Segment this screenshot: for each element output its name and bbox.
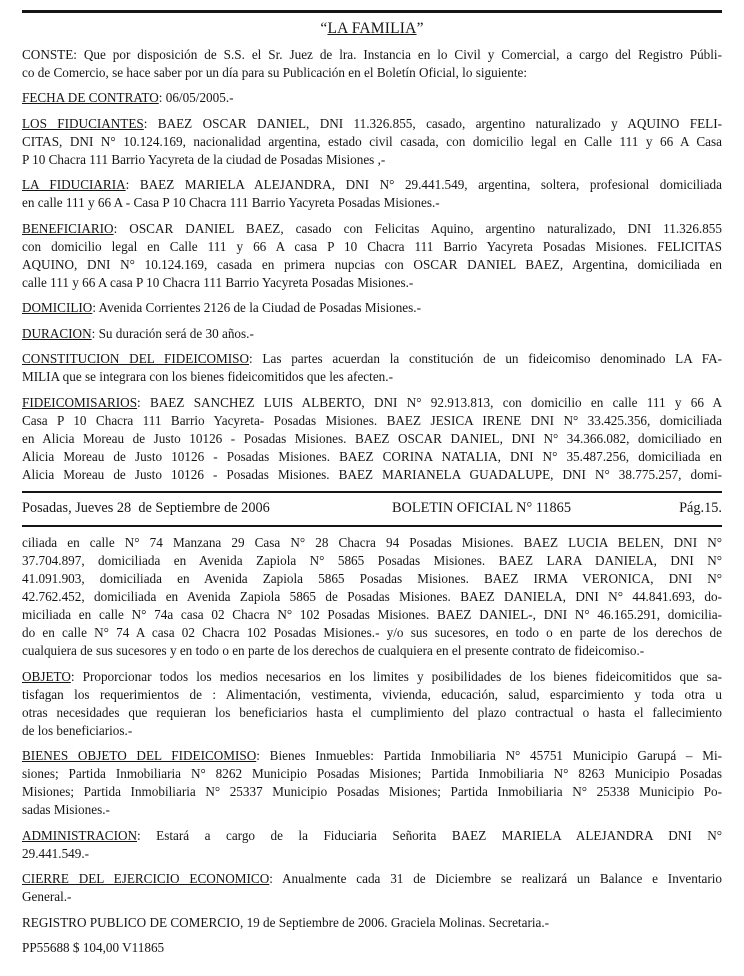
bienes-objeto-del-fideicomiso-line-4: sadas Misiones.-: [22, 802, 110, 817]
objeto-heading: OBJETO: [22, 668, 71, 684]
fideicomisarios-continuacion-line-7: cualquiera de sus sucesores y en todo o en parte de los derechos de cualquiera en el presente contrato de fideicomiso.-: [22, 643, 645, 658]
paragraph-aviso-codigo: [22, 939, 722, 957]
paragraph-los-fiduciantes: [22, 115, 722, 169]
paragraph-conste: [22, 46, 722, 82]
administracion-line-1: ADMINISTRACION: Estará a cargo de la Fiduciaria Señorita BAEZ MARIELA ALEJANDRA DNI N°: [22, 827, 722, 843]
beneficiario-heading: BENEFICIARIO: [22, 220, 114, 236]
fideicomisarios-continuacion-line-5: miciliada en calle N° 74a casa 02 Chacra N° 102 Posadas Misiones. BAEZ DANIEL-, DNI N° 46.165.291, domicilia-: [22, 607, 722, 622]
fideicomisarios-line-3: en Alicia Moreau de Justo 10126 - Posadas Misiones. BAEZ OSCAR DANIEL, DNI N° 34.366.082, domiciliado en: [22, 430, 722, 446]
bulletin-header-band: [22, 491, 722, 527]
fideicomisarios-line-4: Alicia Moreau de Justo 10126 - Posadas Misiones. BAEZ CORINA NATALIA, DNI N° 35.487.256, domiciliada en: [22, 448, 722, 464]
la-fiduciaria-line-1: LA FIDUCIARIA: BAEZ MARIELA ALEJANDRA, DNI N° 29.441.549, argentina, soltera, profesional domiciliada: [22, 177, 722, 192]
objeto-line-2: tisfagan los requerimientos de : Alimentación, vestimenta, vivienda, educación, salud, esparcimiento y toda otra u: [22, 686, 722, 702]
paragraph-fideicomisarios-continuacion: [22, 534, 722, 660]
bienes-objeto-del-fideicomiso-line-1: BIENES OBJETO DEL FIDEICOMISO: Bienes Inmuebles: Partida Inmobiliaria N° 45751 Municipio Garupá – Mi-: [22, 748, 722, 763]
domicilio-heading: DOMICILIO: [22, 300, 93, 315]
fideicomisarios-continuacion-line-4: 42.762.452, domiciliada en Avenida Zapiola 5865 de Posadas Misiones. BAEZ DANIELA, DNI N° 44.841.693, do-: [22, 589, 722, 604]
duracion-line-1: DURACION: Su duración será de 30 años.-: [22, 325, 254, 341]
constitucion-del-fideicomiso-heading: CONSTITUCION DEL FIDEICOMISO: [22, 351, 250, 366]
fideicomisarios-line-5: Alicia Moreau de Justo 10126 - Posadas Misiones. BAEZ MARIANELA GUADALUPE, DNI N° 38.775.257, domi-: [22, 466, 722, 482]
fideicomisarios-continuacion-line-1: ciliada en calle N° 74 Manzana 29 Casa N° 28 Chacra 94 Posadas Misiones. BAEZ LUCIA BELEN, DNI N°: [22, 535, 722, 550]
fideicomisarios-continuacion-line-6: do en calle N° 74 A casa 02 Chacra 102 Posadas Misiones.- y/o sus sucesores, en todo o en parte de los derechos de: [22, 625, 722, 640]
paragraph-beneficiario: [22, 220, 722, 292]
bienes-objeto-del-fideicomiso-line-3: Misiones; Partida Inmobiliaria N° 25337 Municipio Posadas Misiones; Partida Inmobiliaria N° 25338 Municipio Po-: [22, 784, 722, 799]
duracion-heading: DURACION: [22, 325, 92, 341]
los-fiduciantes-line-1: LOS FIDUCIANTES: BAEZ OSCAR DANIEL, DNI 11.326.855, casado, argentino naturalizado y AQUINO FELI-: [22, 115, 722, 131]
constitucion-del-fideicomiso-line-1: CONSTITUCION DEL FIDEICOMISO: Las partes acuerdan la constitución de un fideicomiso denominado LA FA-: [22, 351, 722, 366]
fecha-de-contrato-line-1: FECHA DE CONTRATO: 06/05/2005.-: [22, 90, 234, 105]
paragraph-cierre-del-ejercicio-economico: [22, 870, 722, 906]
administracion-line-2: 29.441.549.-: [22, 845, 90, 861]
beneficiario-line-1: BENEFICIARIO: OSCAR DANIEL BAEZ, casado con Felicitas Aquino, argentino naturalizado, DNI 11.326.855: [22, 220, 722, 236]
section-notice-first-page: [22, 46, 722, 484]
document-page: [0, 10, 744, 957]
title-close-quote: ”: [416, 20, 424, 37]
section-notice-second-page: [22, 534, 722, 957]
band-bulletin-title: BOLETIN OFICIAL N° 11865: [392, 499, 571, 516]
beneficiario-line-2: con domicilio legal en Calle 111 y 66 A casa P 10 Chacra 111 Barrio Yacyreta Posadas Misiones. FELICITAS: [22, 238, 722, 254]
paragraph-administracion: [22, 827, 722, 863]
paragraph-objeto: [22, 668, 722, 740]
beneficiario-line-3: AQUINO, DNI N° 10.124.169, casada en primera nupcias con OSCAR DANIEL BAEZ, Argentina, domiciliada en: [22, 256, 722, 272]
title-text: LA FAMILIA: [327, 20, 417, 37]
objeto-line-1: OBJETO: Proporcionar todos los medios necesarios en los limites y posibilidades de los bienes fideicomitidos que sa-: [22, 668, 722, 684]
beneficiario-line-4: calle 111 y 66 A casa P 10 Chacra 111 Barrio Yacyreta Posadas Misiones.-: [22, 274, 414, 290]
bienes-objeto-del-fideicomiso-heading: BIENES OBJETO DEL FIDEICOMISO: [22, 748, 257, 763]
top-rule: [22, 10, 722, 13]
fecha-de-contrato-heading: FECHA DE CONTRATO: [22, 90, 159, 105]
domicilio-line-1: DOMICILIO: Avenida Corrientes 2126 de la Ciudad de Posadas Misiones.-: [22, 300, 421, 315]
fideicomisarios-continuacion-line-2: 37.704.897, domiciliada en Avenida Zapiola N° 5865 Posadas Misiones. BAEZ LARA DANIELA, DNI N°: [22, 553, 722, 568]
la-fiduciaria-line-2: en calle 111 y 66 A - Casa P 10 Chacra 111 Barrio Yacyreta Posadas Misiones.-: [22, 195, 440, 210]
fideicomisarios-heading: FIDEICOMISARIOS: [22, 394, 138, 410]
cierre-del-ejercicio-economico-line-2: General.-: [22, 889, 72, 904]
la-fiduciaria-heading: LA FIDUCIARIA: [22, 177, 126, 192]
paragraph-bienes-objeto-del-fideicomiso: [22, 747, 722, 819]
fideicomisarios-line-2: Casa P 10 Chacra 111 Barrio Yacyreta- Posadas Misiones. BAEZ JESICA IRENE DNI N° 33.425.356, domiciliada: [22, 412, 722, 428]
fideicomisarios-continuacion-line-3: 41.091.903, domiciliada en Avenida Zapiola 5865 Posadas Misiones. BAEZ IRMA VERONICA, DNI N°: [22, 571, 722, 586]
constitucion-del-fideicomiso-line-2: MILIA que se integrara con los bienes fideicomitidos que les afecten.-: [22, 369, 393, 384]
paragraph-duracion: [22, 325, 722, 343]
paragraph-constitucion-del-fideicomiso: [22, 350, 722, 386]
los-fiduciantes-line-2: CITAS, DNI N° 10.124.169, nacionalidad argentina, estado civil casada, con domicilio legal en Calle 111 y 66 A Casa: [22, 133, 722, 149]
registro-publico-de-comercio-line-1: REGISTRO PUBLICO DE COMERCIO, 19 de Septiembre de 2006. Graciela Molinas. Secretaria.-: [22, 914, 550, 930]
paragraph-fideicomisarios: [22, 394, 722, 484]
title-open-quote: “: [320, 20, 328, 37]
fideicomisarios-line-1: FIDEICOMISARIOS: BAEZ SANCHEZ LUIS ALBERTO, DNI N° 92.913.813, con domicilio en calle 111 y 66 A: [22, 394, 722, 410]
los-fiduciantes-line-3: P 10 Chacra 111 Barrio Yacyreta de la ciudad de Posadas Misiones ,-: [22, 151, 386, 167]
band-date: Posadas, Jueves 28 de Septiembre de 2006: [22, 499, 270, 516]
conste-line-2: co de Comercio, se hace saber por un día para su Publicación en el Boletín Oficial, lo siguiente:: [22, 64, 527, 80]
cierre-del-ejercicio-economico-line-1: CIERRE DEL EJERCICIO ECONOMICO: Anualmente cada 31 de Diciembre se realizará un Balance e Inventario: [22, 871, 722, 886]
conste-line-1: CONSTE: Que por disposición de S.S. el Sr. Juez de lra. Instancia en lo Civil y Comercial, a cargo del Registro Públi-: [22, 46, 722, 62]
objeto-line-3: otras necesidades que requieran los beneficiarios hasta el cumplimiento del plazo contractual o hasta el fallecimiento: [22, 704, 722, 720]
band-page-number: Pág.15.: [679, 499, 722, 516]
paragraph-registro-publico-de-comercio: [22, 914, 722, 932]
los-fiduciantes-heading: LOS FIDUCIANTES: [22, 115, 144, 131]
bienes-objeto-del-fideicomiso-line-2: siones; Partida Inmobiliaria N° 8262 Municipio Posadas Misiones; Partida Inmobiliaria N° 8263 Municipio Posadas: [22, 766, 722, 781]
cierre-del-ejercicio-economico-heading: CIERRE DEL EJERCICIO ECONOMICO: [22, 871, 270, 886]
aviso-codigo-line-1: PP55688 $ 104,00 V11865: [22, 940, 165, 955]
paragraph-domicilio: [22, 299, 722, 317]
paragraph-fecha-de-contrato: [22, 89, 722, 107]
administracion-heading: ADMINISTRACION: [22, 827, 138, 843]
objeto-line-4: de los beneficiarios.-: [22, 722, 133, 738]
document-title: [22, 19, 722, 38]
paragraph-la-fiduciaria: [22, 176, 722, 212]
